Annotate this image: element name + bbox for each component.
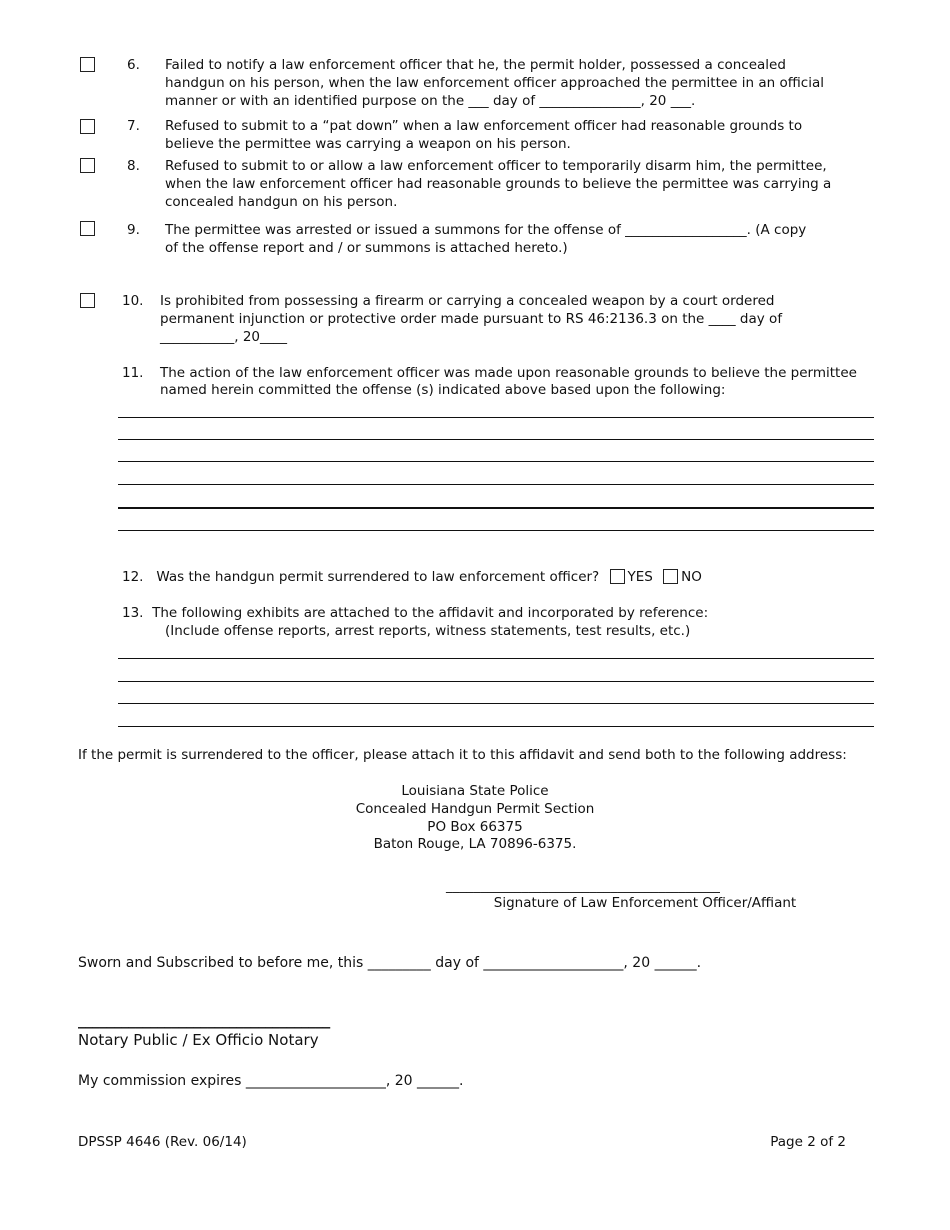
surrender-instructions: If the permit is surrendered to the officer, please attach it to this affidavit and send both to the following address: (78, 747, 847, 763)
notary-signature-line[interactable]: ___________________________________ (78, 1011, 331, 1029)
item-11-answer-line-6[interactable] (118, 530, 874, 531)
item-7-line-2: believe the permittee was carrying a weapon on his person. (165, 136, 571, 152)
address-line-1: Louisiana State Police (401, 783, 549, 799)
item-8-line-3: concealed handgun on his person. (165, 194, 398, 210)
item-6-line-1: Failed to notify a law enforcement officer that he, the permit holder, possessed a concealed (165, 57, 786, 73)
item-9-checkbox[interactable] (80, 221, 95, 236)
item-6-line-2: handgun on his person, when the law enforcement officer approached the permittee in an official (165, 75, 825, 91)
item-11-number: 11. (122, 365, 144, 381)
item-8-line-1: Refused to submit to or allow a law enforcement officer to temporarily disarm him, the permittee, (165, 158, 827, 174)
item-13-answer-line-2[interactable] (118, 681, 874, 682)
no-checkbox[interactable] (663, 569, 678, 584)
commission-expires: My commission expires ____________________, 20 ______. (78, 1073, 464, 1089)
item-6-number: 6. (127, 57, 140, 73)
item-9-line-2: of the offense report and / or summons is attached hereto.) (165, 240, 568, 256)
item-11-answer-line-5[interactable] (118, 507, 874, 509)
item-9-number: 9. (127, 222, 140, 238)
item-10-line-3: ___________, 20____ (160, 329, 288, 345)
item-13-answer-line-3[interactable] (118, 703, 874, 704)
signature-line[interactable]: ________________________________________ (446, 878, 720, 894)
item-11-answer-line-4[interactable] (118, 484, 874, 485)
item-11-answer-line-1[interactable] (118, 417, 874, 418)
item-10-checkbox[interactable] (80, 293, 95, 308)
item-13-line-1 (122, 604, 708, 622)
item-9-line-1: The permittee was arrested or issued a summons for the offense of __________________. (A copy (165, 222, 807, 238)
yes-label: YES (627, 569, 653, 585)
address-line-2: Concealed Handgun Permit Section (355, 801, 595, 817)
item-6-checkbox[interactable] (80, 57, 95, 72)
item-11-answer-line-3[interactable] (118, 461, 874, 462)
address-line-4: Baton Rouge, LA 70896-6375. (373, 836, 577, 852)
form-id: DPSSP 4646 (Rev. 06/14) (78, 1134, 247, 1150)
item-12-question: Was the handgun permit surrendered to law enforcement officer? (156, 569, 600, 585)
item-11-line-1: The action of the law enforcement officer was made upon reasonable grounds to believe the permittee (160, 365, 857, 381)
item-6-line-3: manner or with an identified purpose on the ___ day of _______________, 20 ___. (165, 93, 696, 109)
item-12-row (122, 568, 702, 586)
item-13-text: The following exhibits are attached to the affidavit and incorporated by reference: (152, 605, 709, 621)
no-label: NO (681, 569, 702, 585)
item-13-line-2: (Include offense reports, arrest reports, witness statements, test results, etc.) (165, 623, 691, 639)
item-12-number: 12. (122, 569, 144, 585)
item-10-line-2: permanent injunction or protective order made pursuant to RS 46:2136.3 on the ____ day of (160, 311, 783, 327)
notary-label: Notary Public / Ex Officio Notary (78, 1031, 319, 1049)
item-10-number: 10. (122, 293, 144, 309)
page-number: Page 2 of 2 (770, 1134, 846, 1150)
item-8-checkbox[interactable] (80, 158, 95, 173)
item-8-number: 8. (127, 158, 140, 174)
address-line-3: PO Box 66375 (427, 819, 523, 835)
item-13-number: 13. (122, 605, 144, 621)
item-7-number: 7. (127, 118, 140, 134)
item-13-answer-line-4[interactable] (118, 726, 874, 727)
item-11-answer-line-2[interactable] (118, 439, 874, 440)
sworn-statement: Sworn and Subscribed to before me, this _________ day of ____________________, 20 ______. (78, 955, 702, 971)
item-13-answer-line-1[interactable] (118, 658, 874, 659)
signature-label: Signature of Law Enforcement Officer/Affiant (493, 895, 797, 911)
item-8-line-2: when the law enforcement officer had reasonable grounds to believe the permittee was carrying a (165, 176, 832, 192)
item-7-line-1: Refused to submit to a “pat down” when a law enforcement officer had reasonable grounds to (165, 118, 803, 134)
item-7-checkbox[interactable] (80, 119, 95, 134)
item-10-line-1: Is prohibited from possessing a firearm or carrying a concealed weapon by a court ordered (160, 293, 775, 309)
yes-checkbox[interactable] (610, 569, 625, 584)
item-11-line-2: named herein committed the offense (s) indicated above based upon the following: (160, 382, 726, 398)
